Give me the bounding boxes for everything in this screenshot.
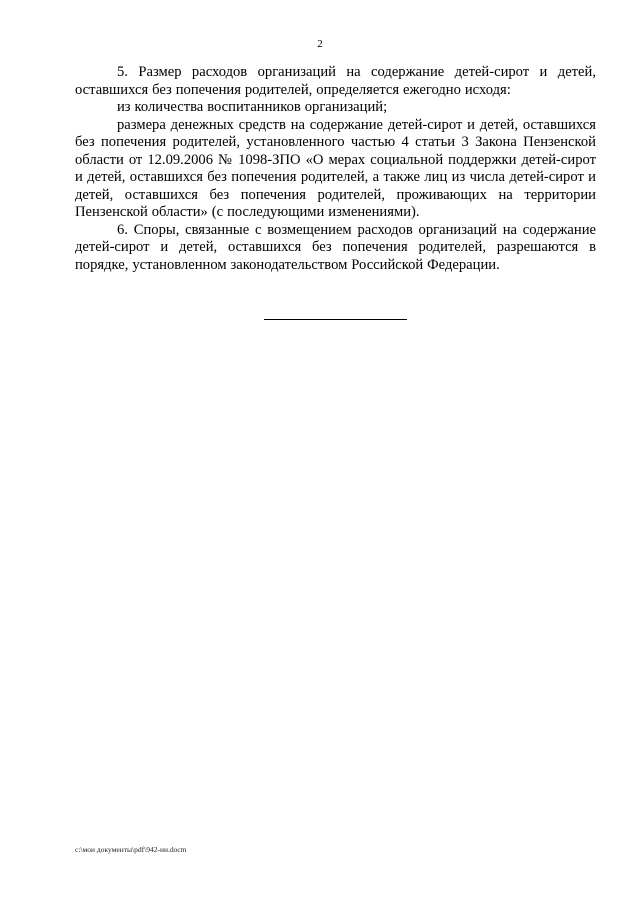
document-body <box>75 64 596 274</box>
paragraph-5-item-count: из количества воспитанников организаций; <box>117 99 388 115</box>
footer-file-path: c:\мои документы\pdf\942-ии.docm <box>75 845 187 854</box>
page-number: 2 <box>317 38 323 50</box>
end-of-text-rule <box>264 319 407 320</box>
paragraph-5-intro: 5. Размер расходов организаций на содержание детей-сирот и детей, оставшихся без попечения родителей, определяется ежегодно исходя: <box>75 64 596 98</box>
paragraph-5-item-amount: размера денежных средств на содержание детей-сирот и детей, оставшихся без попечения родителей, установленного частью 4 статьи 3 Закона Пензенской области от 12.09.2006 № 1098-ЗПО «О мерах социальной поддержки детей-сирот и детей, оставшихся без попечения родителей, а также лиц из числа детей-сирот и детей, оставшихся без попечения родителей, проживающих на территории Пензенской области» (с последующими изменениями). <box>75 116 596 220</box>
paragraph-6-disputes: 6. Споры, связанные с возмещением расходов организаций на содержание детей-сирот и детей, оставшихся без попечения родителей, разрешаются в порядке, установленном законодательством Российской Федерации. <box>75 221 596 273</box>
